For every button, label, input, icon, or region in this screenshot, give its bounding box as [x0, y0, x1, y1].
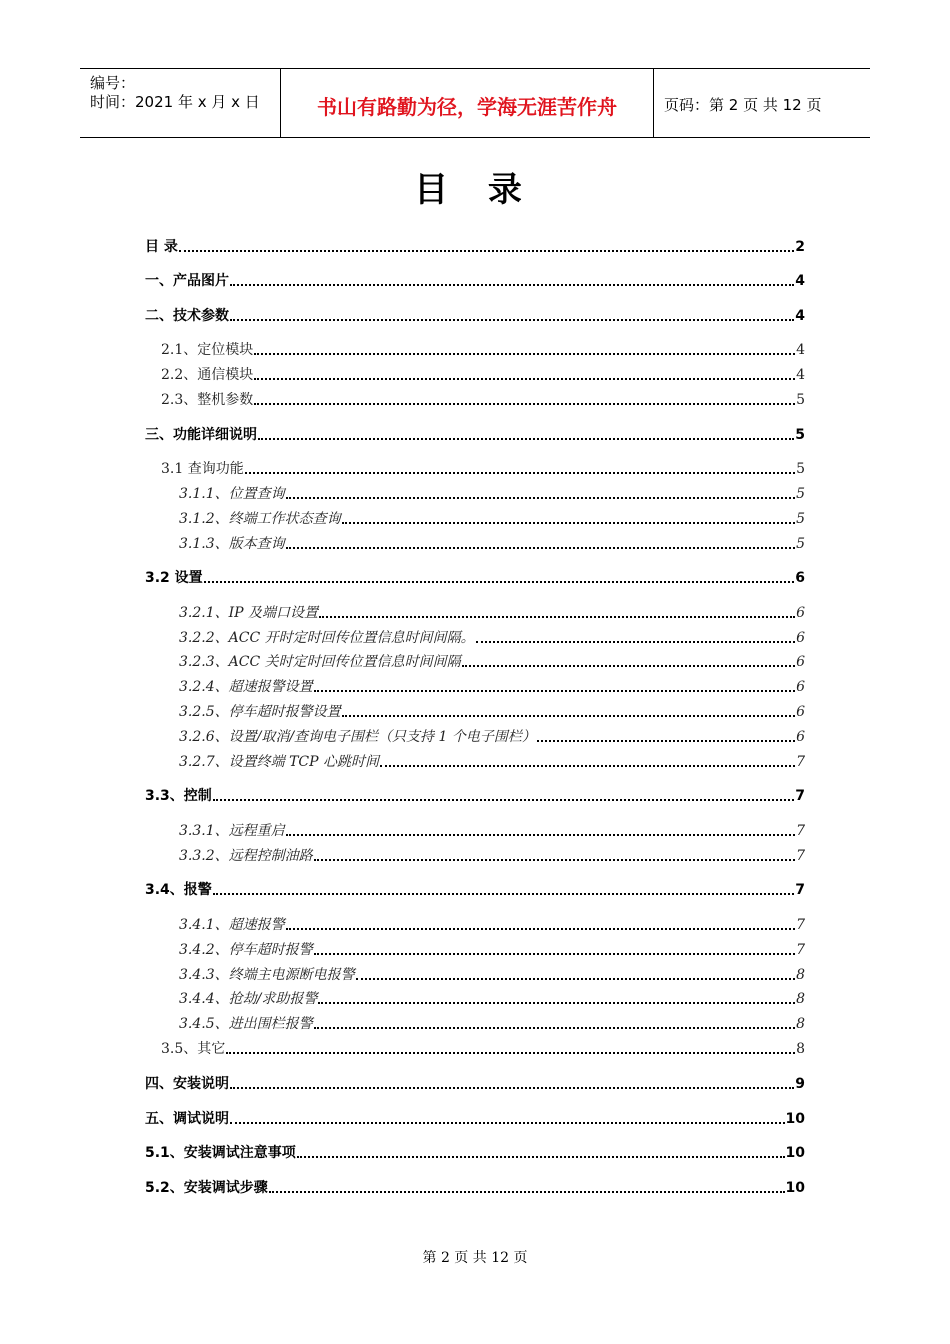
toc-entry-title: 3.2.6、设置/取消/查询电子围栏（只支持 1 个电子围栏） [179, 729, 536, 745]
toc-entry-title: 5.1、安装调试注意事项 [145, 1145, 296, 1161]
toc-entry-title: 目 录 [145, 239, 178, 255]
toc-entry-page: 6 [796, 729, 805, 745]
toc-entry-page: 7 [796, 823, 805, 839]
toc-leader-dots [230, 319, 794, 321]
toc-entry[interactable] [0, 1109, 805, 1129]
toc-entry[interactable] [0, 390, 805, 410]
header-page-cell [654, 69, 870, 137]
toc-entry-title: 3.2.3、ACC 关时定时回传位置信息时间间隔 [179, 654, 461, 670]
toc-entry-page: 10 [785, 1180, 805, 1196]
toc-entry-title: 一、产品图片 [145, 273, 229, 289]
toc-entry[interactable] [0, 677, 805, 697]
toc-leader-dots [254, 403, 795, 405]
toc-entry[interactable] [0, 1074, 805, 1094]
toc-entry[interactable] [0, 652, 805, 672]
toc-entry[interactable] [0, 940, 805, 960]
toc-entry[interactable] [0, 628, 805, 648]
toc-entry-page: 6 [796, 704, 805, 720]
toc-leader-dots [269, 1191, 785, 1193]
toc-entry[interactable] [0, 1178, 805, 1198]
toc-entry[interactable] [0, 237, 805, 257]
number-label: 编号： [90, 74, 136, 92]
toc-entry-page: 7 [796, 942, 805, 958]
toc-entry[interactable] [0, 752, 805, 772]
toc-leader-dots [342, 715, 795, 717]
toc-entry-page: 4 [795, 273, 805, 289]
toc-leader-dots [318, 1002, 795, 1004]
toc-entry[interactable] [0, 365, 805, 385]
toc-leader-dots [204, 581, 795, 583]
toc-entry-title: 5.2、安装调试步骤 [145, 1180, 268, 1196]
toc-entry-title: 2.2、通信模块 [161, 367, 254, 383]
toc-entry[interactable] [0, 484, 805, 504]
toc-entry[interactable] [0, 340, 805, 360]
toc-leader-dots [286, 547, 795, 549]
toc-entry-page: 8 [796, 967, 805, 983]
toc-leader-dots [254, 378, 795, 380]
toc-entry-title: 3.1.2、终端工作状态查询 [179, 511, 341, 527]
motto-text: 书山有路勤为径，学海无涯苦作舟 [317, 95, 617, 119]
toc-leader-dots [213, 893, 794, 895]
toc-leader-dots [314, 1027, 795, 1029]
toc-leader-dots [286, 497, 795, 499]
toc-entry-page: 6 [796, 679, 805, 695]
toc-entry-page: 7 [796, 917, 805, 933]
toc-leader-dots [286, 928, 795, 930]
toc-entry-page: 5 [796, 486, 805, 502]
toc-entry[interactable] [0, 568, 805, 588]
toc-entry[interactable] [0, 821, 805, 841]
toc-entry-title: 三、功能详细说明 [145, 427, 257, 443]
toc-entry-title: 3.1.1、位置查询 [179, 486, 285, 502]
toc-entry-page: 8 [796, 991, 805, 1007]
toc-entry[interactable] [0, 915, 805, 935]
toc-leader-dots [356, 978, 795, 980]
toc-leader-dots [226, 1052, 795, 1054]
toc-entry-title: 3.2.2、ACC 开时定时回传位置信息时间间隔。 [179, 630, 475, 646]
toc-leader-dots [258, 438, 794, 440]
toc-entry-title: 3.2.4、超速报警设置 [179, 679, 313, 695]
toc-entry[interactable] [0, 425, 805, 445]
toc-entry-title: 3.2 设置 [145, 570, 203, 586]
toc-entry-title: 3.3.1、远程重启 [179, 823, 285, 839]
toc-leader-dots [314, 859, 795, 861]
toc-entry-title: 五、调试说明 [145, 1111, 229, 1127]
toc-leader-dots [342, 522, 795, 524]
toc-leader-dots [213, 799, 794, 801]
toc-leader-dots [314, 953, 795, 955]
toc-leader-dots [245, 472, 795, 474]
toc-leader-dots [476, 641, 795, 643]
toc-leader-dots [179, 250, 794, 252]
toc-leader-dots [462, 665, 795, 667]
toc-entry-title: 四、安装说明 [145, 1076, 229, 1092]
toc-entry[interactable] [0, 965, 805, 985]
toc-entry-title: 3.4.2、停车超时报警 [179, 942, 313, 958]
toc-entry[interactable] [0, 786, 805, 806]
toc-entry-page: 4 [795, 308, 805, 324]
toc-entry-page: 6 [796, 630, 805, 646]
toc-entry-title: 3.1.3、版本查询 [179, 536, 285, 552]
toc-entry-title: 3.3.2、远程控制油路 [179, 848, 313, 864]
toc-entry-title: 3.2.7、设置终端 TCP 心跳时间 [179, 754, 379, 770]
toc-entry-page: 6 [796, 605, 805, 621]
toc-entry-page: 10 [785, 1111, 805, 1127]
toc-entry[interactable] [0, 880, 805, 900]
toc-entry-page: 7 [795, 882, 805, 898]
toc-entry-title: 3.3、控制 [145, 788, 212, 804]
toc-leader-dots [230, 284, 794, 286]
toc-entry-page: 4 [796, 367, 805, 383]
toc-entry-page: 9 [795, 1076, 805, 1092]
toc-entry[interactable] [0, 459, 805, 479]
toc-entry[interactable] [0, 1039, 805, 1059]
toc-entry-page: 5 [795, 427, 805, 443]
toc-entry-title: 2.1、定位模块 [161, 342, 254, 358]
header-page-number: 页码：第 2 页 共 12 页 [664, 96, 822, 114]
toc-leader-dots [380, 765, 795, 767]
header-motto-cell [281, 69, 654, 137]
page-footer: 第 2 页 共 12 页 [422, 1250, 528, 1266]
toc-entry-page: 8 [796, 1016, 805, 1032]
toc-entry-page: 8 [796, 1041, 805, 1057]
toc-entry[interactable] [0, 271, 805, 291]
toc-entry[interactable] [0, 702, 805, 722]
toc-entry-title: 3.5、其它 [161, 1041, 226, 1057]
toc-leader-dots [230, 1087, 794, 1089]
toc-leader-dots [537, 740, 795, 742]
toc-entry-page: 7 [796, 754, 805, 770]
toc-leader-dots [286, 834, 795, 836]
header-info-cell [80, 69, 281, 137]
toc-entry-title: 3.2.5、停车超时报警设置 [179, 704, 341, 720]
date-label: 时间：2021 年 x 月 x 日 [90, 93, 260, 111]
toc-entry[interactable] [0, 1143, 805, 1163]
toc-entry-page: 2 [795, 239, 805, 255]
toc-leader-dots [230, 1122, 785, 1124]
toc-entry-page: 7 [795, 788, 805, 804]
toc-leader-dots [314, 690, 795, 692]
toc-entry[interactable] [0, 989, 805, 1009]
toc-entry-page: 5 [796, 536, 805, 552]
toc-entry-page: 5 [796, 511, 805, 527]
toc-entry[interactable] [0, 603, 805, 623]
toc-entry[interactable] [0, 1014, 805, 1034]
toc-entry-title: 3.4、报警 [145, 882, 212, 898]
toc-entry-title: 二、技术参数 [145, 308, 229, 324]
toc-entry-title: 3.4.4、抢劫/求助报警 [179, 991, 318, 1007]
toc-entry-page: 5 [796, 392, 805, 408]
toc-entry[interactable] [0, 306, 805, 326]
toc-leader-dots [319, 616, 795, 618]
page-title: 目 录 [414, 170, 536, 210]
toc-entry-page: 10 [785, 1145, 805, 1161]
toc-entry-page: 6 [796, 654, 805, 670]
toc-entry-page: 5 [796, 461, 805, 477]
toc-entry-title: 3.2.1、IP 及端口设置 [179, 605, 319, 621]
toc-entry-title: 3.1 查询功能 [161, 461, 244, 477]
toc-entry[interactable] [0, 509, 805, 529]
toc-leader-dots [254, 353, 795, 355]
toc-entry-page: 7 [796, 848, 805, 864]
toc-leader-dots [297, 1156, 785, 1158]
toc-entry[interactable] [0, 534, 805, 554]
page-header [80, 68, 870, 138]
toc-entry[interactable] [0, 846, 805, 866]
toc-entry-title: 2.3、整机参数 [161, 392, 254, 408]
toc-entry-page: 6 [795, 570, 805, 586]
toc-entry[interactable] [0, 727, 805, 747]
toc-entry-title: 3.4.5、进出围栏报警 [179, 1016, 313, 1032]
toc-entry-title: 3.4.3、终端主电源断电报警 [179, 967, 355, 983]
toc-entry-title: 3.4.1、超速报警 [179, 917, 285, 933]
toc-entry-page: 4 [796, 342, 805, 358]
